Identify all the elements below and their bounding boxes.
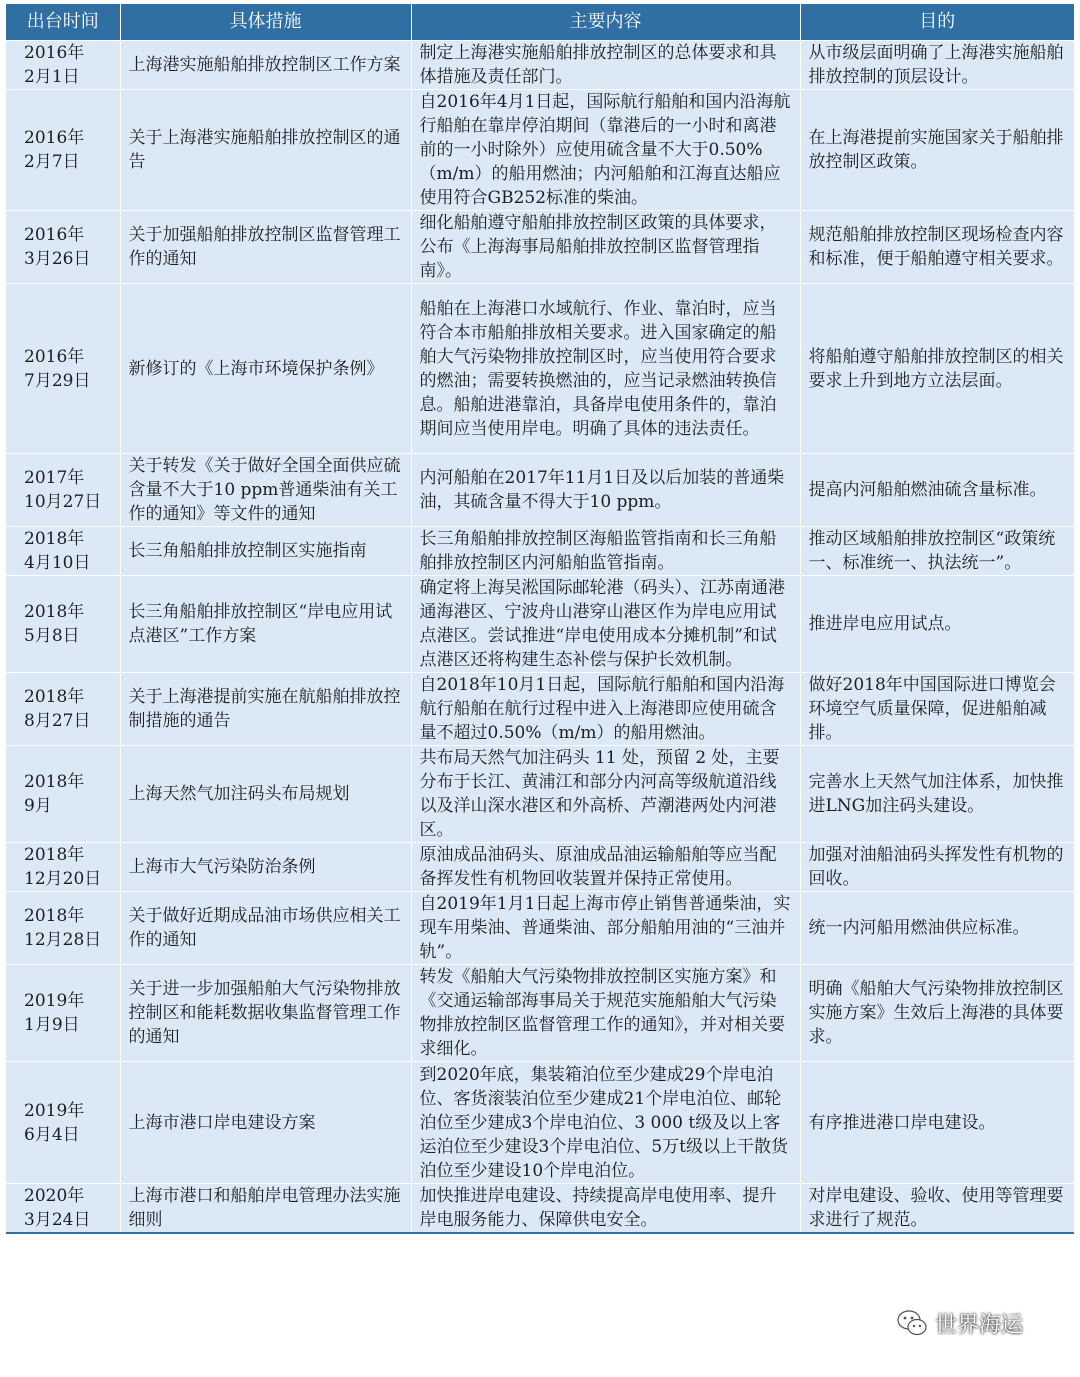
cell-date: 2018年 12月28日: [6, 892, 120, 965]
header-content: 主要内容: [411, 4, 800, 41]
table-row: [6, 1062, 1074, 1184]
wechat-icon: [895, 1306, 929, 1340]
cell-purpose: 在上海港提前实施国家关于船舶排放控制区政策。: [800, 90, 1074, 211]
header-purpose: 目的: [800, 4, 1074, 41]
table-row: [6, 41, 1074, 90]
cell-content: 原油成品油码头、原油成品油运输船舶等应当配备挥发性有机物回收装置并保持正常使用。: [411, 843, 800, 892]
cell-measure: 关于上海港提前实施在航船舶排放控制措施的通告: [120, 673, 411, 746]
cell-date: 2020年 3月24日: [6, 1184, 120, 1234]
table-row: [6, 843, 1074, 892]
cell-measure: 关于上海港实施船舶排放控制区的通告: [120, 90, 411, 211]
cell-date: 2017年 10月27日: [6, 454, 120, 527]
table-row: [6, 211, 1074, 284]
cell-purpose: 做好2018年中国国际进口博览会环境空气质量保障，促进船舶减排。: [800, 673, 1074, 746]
table-body: [6, 41, 1074, 1234]
cell-purpose: 统一内河船用燃油供应标准。: [800, 892, 1074, 965]
cell-measure: 关于做好近期成品油市场供应相关工作的通知: [120, 892, 411, 965]
cell-content: 制定上海港实施船舶排放控制区的总体要求和具体措施及责任部门。: [411, 41, 800, 90]
cell-content: 确定将上海吴淞国际邮轮港（码头）、江苏南通港通海港区、宁波舟山港穿山港区作为岸电应用试点港区。尝试推进“岸电使用成本分摊机制”和试点港区还将构建生态补偿与保护长效机制。: [411, 576, 800, 673]
cell-date: 2019年 6月4日: [6, 1062, 120, 1184]
table-row: [6, 90, 1074, 211]
cell-measure: 关于转发《关于做好全国全面供应硫含量不大于10 ppm普通柴油有关工作的通知》等文件的通知: [120, 454, 411, 527]
cell-measure: 关于加强船舶排放控制区监督管理工作的通知: [120, 211, 411, 284]
cell-content: 自2019年1月1日起上海市停止销售普通柴油，实现车用柴油、普通柴油、部分船舶用油的“三油并轨”。: [411, 892, 800, 965]
cell-purpose: 明确《船舶大气污染物排放控制区实施方案》生效后上海港的具体要求。: [800, 965, 1074, 1062]
cell-purpose: 有序推进港口岸电建设。: [800, 1062, 1074, 1184]
cell-measure: 关于进一步加强船舶大气污染物排放控制区和能耗数据收集监督管理工作的通知: [120, 965, 411, 1062]
table-row: [6, 454, 1074, 527]
cell-content: 自2018年10月1日起，国际航行船舶和国内沿海航行船舶在航行过程中进入上海港即应使用硫含量不超过0.50%（m/m）的船用燃油。: [411, 673, 800, 746]
table-row: [6, 527, 1074, 576]
cell-measure: 上海市大气污染防治条例: [120, 843, 411, 892]
cell-measure: 长三角船舶排放控制区实施指南: [120, 527, 411, 576]
table-row: [6, 892, 1074, 965]
cell-purpose: 推进岸电应用试点。: [800, 576, 1074, 673]
cell-date: 2018年 9月: [6, 746, 120, 843]
table-row: [6, 965, 1074, 1062]
cell-content: 自2016年4月1日起，国际航行船舶和国内沿海航行船舶在靠岸停泊期间（靠港后的一小时和离港前的一小时除外）应使用硫含量不大于0.50%（m/m）的船用燃油；内河船舶和江海直达船应使用符合GB252标准的柴油。: [411, 90, 800, 211]
cell-content: 转发《船舶大气污染物排放控制区实施方案》和《交通运输部海事局关于规范实施船舶大气污染物排放控制区监督管理工作的通知》，并对相关要求细化。: [411, 965, 800, 1062]
watermark: [895, 1306, 1023, 1340]
cell-measure: 上海市港口岸电建设方案: [120, 1062, 411, 1184]
header-date: 出台时间: [6, 4, 120, 41]
cell-content: 内河船舶在2017年11月1日及以后加装的普通柴油，其硫含量不得大于10 ppm。: [411, 454, 800, 527]
header-measure: 具体措施: [120, 4, 411, 41]
table-row: [6, 576, 1074, 673]
cell-content: 船舶在上海港口水域航行、作业、靠泊时，应当符合本市船舶排放相关要求。进入国家确定的船舶大气污染物排放控制区时，应当使用符合要求的燃油；需要转换燃油的，应当记录燃油转换信息。船舶进港靠泊，具备岸电使用条件的，靠泊期间应当使用岸电。明确了具体的违法责任。: [411, 284, 800, 454]
cell-measure: 长三角船舶排放控制区“岸电应用试点港区”工作方案: [120, 576, 411, 673]
cell-measure: 上海港实施船舶排放控制区工作方案: [120, 41, 411, 90]
cell-purpose: 完善水上天然气加注体系，加快推进LNG加注码头建设。: [800, 746, 1074, 843]
cell-content: 加快推进岸电建设、持续提高岸电使用率、提升岸电服务能力、保障供电安全。: [411, 1184, 800, 1234]
cell-date: 2016年 3月26日: [6, 211, 120, 284]
cell-content: 细化船舶遵守船舶排放控制区政策的具体要求，公布《上海海事局船舶排放控制区监督管理指南》。: [411, 211, 800, 284]
table-row: [6, 673, 1074, 746]
cell-purpose: 将船舶遵守船舶排放控制区的相关要求上升到地方立法层面。: [800, 284, 1074, 454]
cell-purpose: 推动区域船舶排放控制区“政策统一、标准统一、执法统一”。: [800, 527, 1074, 576]
table-header-row: [6, 4, 1074, 41]
cell-content: 长三角船舶排放控制区海船监管指南和长三角船舶排放控制区内河船舶监管指南。: [411, 527, 800, 576]
cell-date: 2019年 1月9日: [6, 965, 120, 1062]
cell-purpose: 从市级层面明确了上海港实施船舶排放控制的顶层设计。: [800, 41, 1074, 90]
cell-date: 2016年 2月7日: [6, 90, 120, 211]
cell-measure: 上海市港口和船舶岸电管理办法实施细则: [120, 1184, 411, 1234]
table-row: [6, 284, 1074, 454]
cell-purpose: 提高内河船舶燃油硫含量标准。: [800, 454, 1074, 527]
cell-content: 共布局天然气加注码头 11 处，预留 2 处，主要分布于长江、黄浦江和部分内河高等级航道沿线以及洋山深水港区和外高桥、芦潮港两处内河港区。: [411, 746, 800, 843]
cell-purpose: 加强对油船油码头挥发性有机物的回收。: [800, 843, 1074, 892]
cell-content: 到2020年底，集装箱泊位至少建成29个岸电泊位、客货滚装泊位至少建成21个岸电泊位、邮轮泊位至少建成3个岸电泊位、3 000 t级及以上客运泊位至少建设3个岸电泊位、5万t级以上干散货泊位至少建设10个岸电泊位。: [411, 1062, 800, 1184]
table-row: [6, 1184, 1074, 1234]
policy-table: [6, 4, 1074, 1234]
cell-date: 2018年 8月27日: [6, 673, 120, 746]
cell-measure: 新修订的《上海市环境保护条例》: [120, 284, 411, 454]
table-row: [6, 746, 1074, 843]
watermark-text: 世界海运: [935, 1312, 1024, 1338]
cell-date: 2018年 5月8日: [6, 576, 120, 673]
cell-date: 2016年 2月1日: [6, 41, 120, 90]
cell-purpose: 对岸电建设、验收、使用等管理要求进行了规范。: [800, 1184, 1074, 1234]
cell-date: 2016年 7月29日: [6, 284, 120, 454]
cell-date: 2018年 4月10日: [6, 527, 120, 576]
cell-measure: 上海天然气加注码头布局规划: [120, 746, 411, 843]
cell-purpose: 规范船舶排放控制区现场检查内容和标准，便于船舶遵守相关要求。: [800, 211, 1074, 284]
cell-date: 2018年 12月20日: [6, 843, 120, 892]
